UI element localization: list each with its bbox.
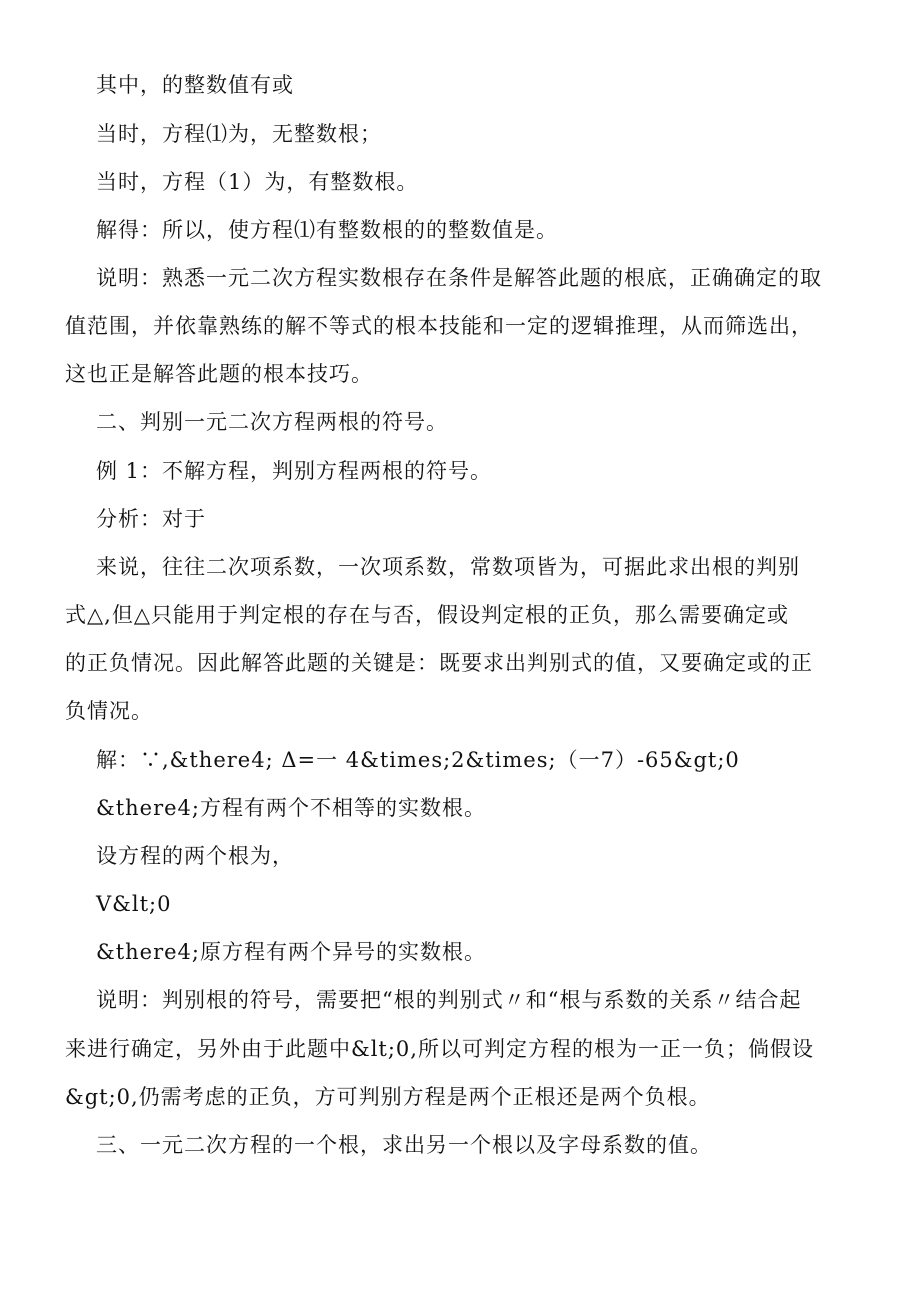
section-heading: 二、判别一元二次方程两根的符号。 xyxy=(96,410,448,434)
section-heading: 三、一元二次方程的一个根，求出另一个根以及字母系数的值。 xyxy=(96,1133,712,1157)
paragraph-line: 例 1：不解方程，判别方程两根的符号。 xyxy=(96,459,493,483)
paragraph-line: 说明：判别根的符号，需要把“根的判别式〃和“根与系数的关系〃结合起 xyxy=(96,988,802,1012)
paragraph-line: &there4;方程有两个不相等的实数根。 xyxy=(96,796,486,820)
paragraph-line: 分析：对于 xyxy=(96,507,206,531)
paragraph-line: 负情况。 xyxy=(65,699,153,723)
paragraph-line: 值范围，并依靠熟练的解不等式的根本技能和一定的逻辑推理，从而筛选出， xyxy=(65,314,813,338)
paragraph-line: 来说，往往二次项系数，一次项系数，常数项皆为，可据此求出根的判别 xyxy=(96,555,800,579)
paragraph-line: 这也正是解答此题的根本技巧。 xyxy=(65,362,373,386)
paragraph-line: &there4;原方程有两个异号的实数根。 xyxy=(96,940,486,964)
paragraph-line: 式△,但△只能用于判定根的存在与否，假设判定根的正负，那么需要确定或 xyxy=(65,603,789,627)
paragraph-line: 解得：所以，使方程⑴有整数根的的整数值是。 xyxy=(96,218,558,242)
paragraph-line: 来进行确定，另外由于此题中&lt;0,所以可判定方程的根为一正一负；倘假设 xyxy=(65,1037,814,1061)
paragraph-line: &gt;0,仍需考虑的正负，方可判别方程是两个正根还是两个负根。 xyxy=(65,1085,711,1109)
paragraph-line: 的正负情况。因此解答此题的关键是：既要求出判别式的值，又要确定或的正 xyxy=(65,651,813,675)
paragraph-line: 说明：熟悉一元二次方程实数根存在条件是解答此题的根底，正确确定的取 xyxy=(96,266,822,290)
paragraph-line: 其中，的整数值有或 xyxy=(96,73,294,97)
paragraph-line: 当时，方程⑴为，无整数根； xyxy=(96,122,382,146)
paragraph-line: V&lt;0 xyxy=(96,892,172,916)
paragraph-line: 设方程的两个根为， xyxy=(96,844,294,868)
paragraph-line: 解：∵,&there4; Δ=一 4&times;2&times;（一7）-65&gt;0 xyxy=(96,748,740,772)
paragraph-line: 当时，方程（1）为，有整数根。 xyxy=(96,170,419,194)
